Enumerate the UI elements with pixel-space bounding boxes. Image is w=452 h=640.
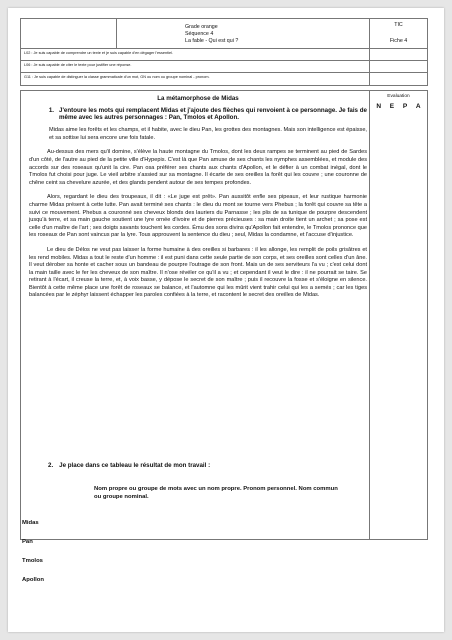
character-name: Apollon [22, 577, 44, 583]
header-sequence: Séquence 4 [185, 31, 214, 38]
skill-eval-cell [369, 61, 427, 72]
text-paragraph: Alors, regardant le dieu des troupeaux, il dit : «Le juge est prêt». Pan aussitôt enfle ses pipeaux, et leur rustique harmonie charme Midas présent à cette lutte. Pan avait terminé ses chants : le dieu du mont se tourne vers Phebus ; la forêt qui couvre sa tête a suivi ce mouvement. Phebus a couronné ses cheveux blonds des lauriers du Parnasse ; les plis de sa tunique de pourpre descendent jusqu'à terre, et sa main gauche soutient une lyre ornée d'ivoire et de pierres précieuses : sa main droite tient un archet ; sa pose est celle d'un maître de l'art ; ses doigts savants touchent les cordes. Ému des sons divins qu'Apollon fait entendre, le Tmolos prononce que les roseaux de Pan sont vaincus par la lyre. Tous approuvent la sentence du dieu ; seul, Midas la condamne, et l'accuse d'injustice. [29, 194, 367, 239]
skill-text: L06 : Je suis capable de citer le texte pour justifier une réponse. [24, 63, 132, 67]
header-subject: TIC [394, 22, 403, 28]
header-row [21, 19, 427, 49]
skill-row [21, 73, 427, 85]
character-name: Tmolos [22, 558, 43, 564]
document-title: La métamorphose de Midas [157, 95, 239, 102]
text-paragraph: Au-dessus des mers qu'il domine, s'élève la haute montagne du Tmolos, dont les deux rampes se terminent au pied de Sardes d'un côté, de l'autre au pied de la petite ville d'Hypepis. C'est là que Pan amuse de ses chants les nymphes assemblées, et module des accords sur des roseaux qu'unit la cire. Pan osa préférer ses chants aux chants d'Apollon, et le défier à un combat inégal, dont le Tmolos fut choisi pour juge. Le vieil arbitre s'assied sur sa montagne. Il écarte de ses oreilles la forêt qui les couvre ; une couronne de chêne ceint sa chevelure azurée, et des glands pendent autour de ses tempes profondes. [29, 149, 367, 186]
exercise-content [29, 95, 367, 307]
question-2-text: Je place dans ce tableau le résultat de mon travail : [59, 462, 211, 469]
header-subject-cell [369, 19, 427, 48]
header-table [20, 18, 428, 86]
skill-eval-cell [369, 49, 427, 60]
question-2-number: 2. [48, 462, 54, 469]
answer-table-header: Nom propre ou groupe de mots avec un nom propre. Pronom personnel. Nom commun ou groupe nominal. [94, 486, 338, 500]
worksheet-page [8, 8, 444, 632]
header-sheet: Fiche 4 [389, 38, 408, 45]
character-list [22, 520, 44, 596]
text-paragraph: Midas aime les forêts et les champs, et il habite, avec le dieu Pan, les grottes des montagnes. Mais son intelligence est épaisse, et sa sottise lui sera encore une fois fatale. [49, 127, 367, 141]
text-paragraph: Le dieu de Délos ne veut pas laisser la forme humaine à des oreilles si barbares : il les allonge, les remplit de poils grisâtres et les rend mobiles. Midas a tout le reste d'un homme : il est puni dans cette seule partie de son corps, et ses oreilles sont celles d'un âne. Il veut dérober sa honte et cacher sous un bandeau de pourpre l'outrage de son front. Mais un de ses serviteurs l'a vu ; c'est celui dont la main taille avec le fer les cheveux de son maître. Il n'ose révéler ce qu'il a vu ; et cependant il veut le dire : il ne pourrait se taire. Se retirant à l'écart, il creuse la terre, et, à voix basse, y dépose le secret de son maître ; puis il recouvre la fosse et s'éloigne en silence. Bientôt à cette même place une forêt de roseaux se balance, et l'automne qui les mûrit vient trahir celui qui les a semés ; car les tiges balancées par le zéphyr laissent échapper les paroles confiées à la terre, et racontent le secret des oreilles de Midas. [29, 246, 367, 299]
skill-row [21, 61, 427, 73]
skill-row [21, 49, 427, 61]
question-2 [48, 462, 210, 469]
exercise-area [20, 90, 428, 540]
eval-letter-a: A [415, 103, 421, 110]
skill-text: L02 : Je suis capable de comprendre un texte et je suis capable d'en dégager l'essentiel. [24, 51, 173, 55]
eval-letter-n: N [376, 103, 382, 110]
evaluation-letters [370, 103, 427, 110]
header-subtitle: La fable - Qui est qui ? [185, 38, 239, 45]
eval-letter-e: E [389, 103, 395, 110]
skill-eval-cell [369, 73, 427, 85]
eval-letter-p: P [402, 103, 408, 110]
character-name: Pan [22, 539, 33, 545]
question-1-number: 1. [48, 106, 54, 114]
question-1 [29, 107, 367, 123]
skill-text: G11 : Je suis capable de distinguer la classe grammaticale d'un mot, GN ou nom ou groupe nominal - pronom. [24, 75, 210, 79]
header-title-cell [117, 19, 369, 48]
question-1-text: J'entoure les mots qui remplacent Midas et j'ajoute des flèches qui renvoient à ce personnage. Je fais de même avec les autres personnages : Pan, Tmolos et Apollon. [59, 106, 367, 122]
evaluation-column [369, 91, 427, 539]
header-level: Grade orange [185, 24, 218, 30]
character-name: Midas [22, 520, 39, 526]
header-empty-cell [21, 19, 117, 48]
evaluation-title: Evaluation [387, 94, 410, 99]
